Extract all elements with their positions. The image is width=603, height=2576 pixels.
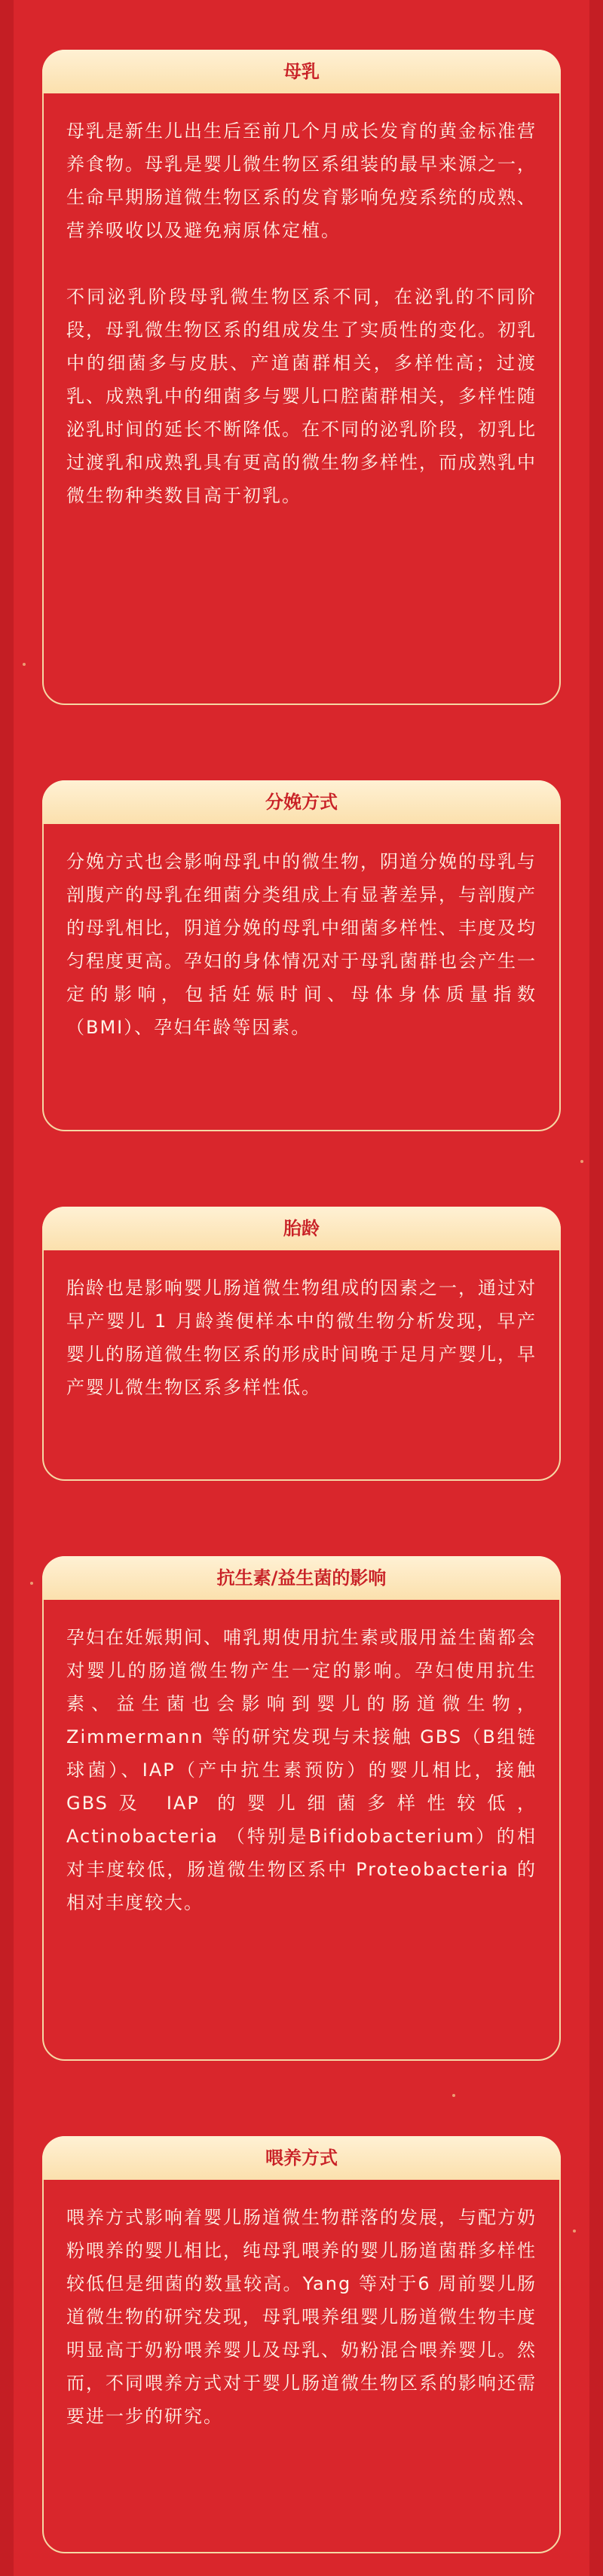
decor-speck: [23, 663, 26, 666]
section-card-antibiotics-probiotics: [42, 1556, 561, 2061]
section-body: [66, 1621, 537, 1919]
section-paragraph: 不同泌乳阶段母乳微生物区系不同，在泌乳的不同阶段，母乳微生物区系的组成发生了实质性的变化。初乳中的细菌多与皮肤、产道菌群相关，多样性高；过渡乳、成熟乳中的细菌多与婴儿口腔菌群相关，多样性随泌乳时间的延长不断降低。在不同的泌乳阶段，初乳比过渡乳和成熟乳具有更高的微生物多样性，而成熟乳中微生物种类数目高于初乳。: [66, 286, 537, 506]
section-card-breast-milk: [42, 50, 561, 705]
decor-speck: [573, 2230, 576, 2233]
section-body: [66, 2201, 537, 2433]
section-title: 胎龄: [42, 1207, 561, 1250]
section-title: 抗生素/益生菌的影响: [42, 1556, 561, 1600]
section-paragraph: 喂养方式影响着婴儿肠道微生物群落的发展，与配方奶粉喂养的婴儿相比，纯母乳喂养的婴儿肠道菌群多样性较低但是细菌的数量较高。Yang 等对于6 周前婴儿肠道微生物的研究发现，母乳喂养组婴儿肠道微生物丰度明显高于奶粉喂养婴儿及母乳、奶粉混合喂养婴儿。然而，不同喂养方式对于婴儿肠道微生物区系的影响还需要进一步的研究。: [66, 2207, 537, 2427]
decor-speck: [452, 2094, 455, 2097]
section-body: [66, 114, 537, 512]
section-card-feeding-method: [42, 2136, 561, 2553]
section-title: 母乳: [42, 50, 561, 93]
section-paragraph: 孕妇在妊娠期间、哺乳期使用抗生素或服用益生菌都会对婴儿的肠道微生物产生一定的影响。孕妇使用抗生素、益生菌也会影响到婴儿的肠道微生物，Zimmermann 等的研究发现与未接触 GBS（B组链球菌）、IAP（产中抗生素预防）的婴儿相比，接触GBS及 IAP 的婴儿细菌多样性较低，Actinobacteria （特别是Bifidobacterium）的相对丰度较低，肠道微生物区系中 Proteobacteria 的相对丰度较大。: [66, 1627, 537, 1913]
section-paragraph: 分娩方式也会影响母乳中的微生物，阴道分娩的母乳与剖腹产的母乳在细菌分类组成上有显著差异，与剖腹产的母乳相比，阴道分娩的母乳中细菌多样性、丰度及均匀程度更高。孕妇的身体情况对于母乳菌群也会产生一定的影响，包括妊娠时间、母体身体质量指数（BMI）、孕妇年龄等因素。: [66, 851, 537, 1038]
decor-speck: [580, 1160, 583, 1163]
left-edge-strip: [0, 0, 14, 2576]
section-title: 分娩方式: [42, 780, 561, 824]
section-title: 喂养方式: [42, 2136, 561, 2180]
right-edge-strip: [589, 0, 603, 2576]
section-card-delivery-mode: [42, 780, 561, 1131]
section-body: [66, 845, 537, 1044]
section-paragraph: 母乳是新生儿出生后至前几个月成长发育的黄金标准营养食物。母乳是婴儿微生物区系组装的最早来源之一，生命早期肠道微生物区系的发育影响免疫系统的成熟、营养吸收以及避免病原体定植。: [66, 121, 537, 241]
section-card-gestational-age: [42, 1207, 561, 1481]
decor-speck: [30, 1582, 33, 1585]
section-paragraph: 胎龄也是影响婴儿肠道微生物组成的因素之一，通过对早产婴儿 1 月龄粪便样本中的微生物分析发现，早产婴儿的肠道微生物区系的形成时间晚于足月产婴儿，早产婴儿微生物区系多样性低。: [66, 1277, 537, 1398]
section-body: [66, 1271, 537, 1404]
